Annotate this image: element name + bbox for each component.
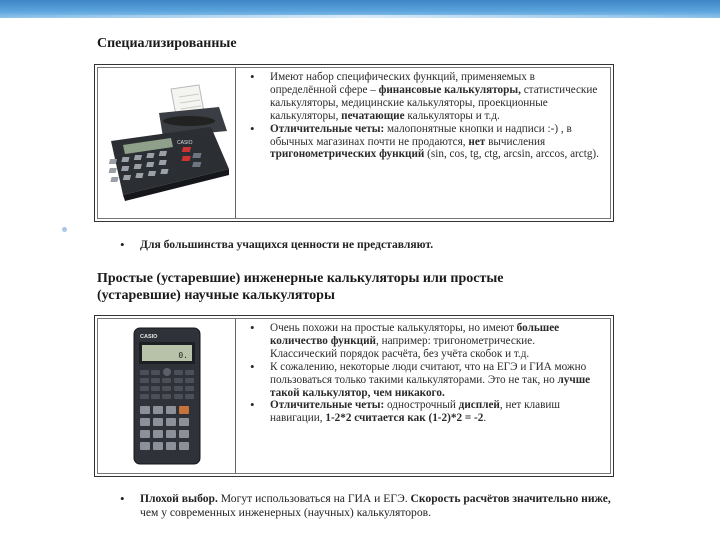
scientific-calc-brand: CASIO — [139, 334, 157, 340]
simple-engineering-table — [94, 315, 614, 477]
engineering-note: • Плохой выбор. Могут использоваться на ГИА и ЕГЭ. Скорость расчётов значительно ниже, чем у современных инженерных (научных) калькуляторов. — [116, 492, 620, 520]
engineering-bullet-3: • Отличительные четы: однострочный дисплей, нет клавиш навигации, 1-2*2 считается как (1-2)*2 = -2. — [270, 399, 602, 425]
scientific-calculator-image-cell — [98, 319, 236, 473]
specialized-note — [116, 238, 700, 252]
specialized-note-text: Для большинства учащихся ценности не представляют. — [140, 238, 434, 251]
specialized-bullet-2: • Отличительные четы: малопонятные кнопки и надписи :-) , в обычных магазинах почти не продаются, нет вычисления тригонометрических функций (sin, cos, tg, ctg, arcsin, arccos, arctg). — [270, 123, 602, 162]
specialized-table — [94, 64, 614, 222]
section-heading-specialized: Специализированные — [97, 36, 237, 51]
specialized-description — [236, 68, 610, 218]
slide-top-bar — [0, 0, 720, 18]
simple-engineering-description — [236, 319, 610, 473]
scientific-calculator-image — [132, 326, 202, 466]
specialized-bullet-1: • Имеют набор специфических функций, применяемых в определённой сфере – финансовые калькуляторы, статистические калькуляторы, медицинские калькуляторы, проекционные калькуляторы, печатающие калькуляторы и т.д. — [270, 71, 602, 123]
section-heading-simple-engineering: Простые (устаревшие) инженерные калькуляторы или простые (устаревшие) научные калькуляторы — [97, 271, 504, 303]
slide-bullet-marker — [62, 227, 67, 232]
scientific-calc-display: 0. — [177, 351, 188, 360]
engineering-bullet-1: • Очень похожи на простые калькуляторы, но имеют большее количество функций, например: тригонометрические. Классический порядок расчёта, без учёта скобок и т.д. — [270, 322, 602, 361]
printing-calculator-image-cell — [98, 68, 236, 218]
engineering-bullet-2: • К сожалению, некоторые люди считают, что на ЕГЭ и ГИА можно пользоваться только такими калькуляторами. Это не так, но лучше такой калькулятор, чем никакого. — [270, 361, 602, 400]
printing-calculator-image — [101, 83, 233, 203]
printing-calc-brand: CASIO — [176, 140, 193, 146]
